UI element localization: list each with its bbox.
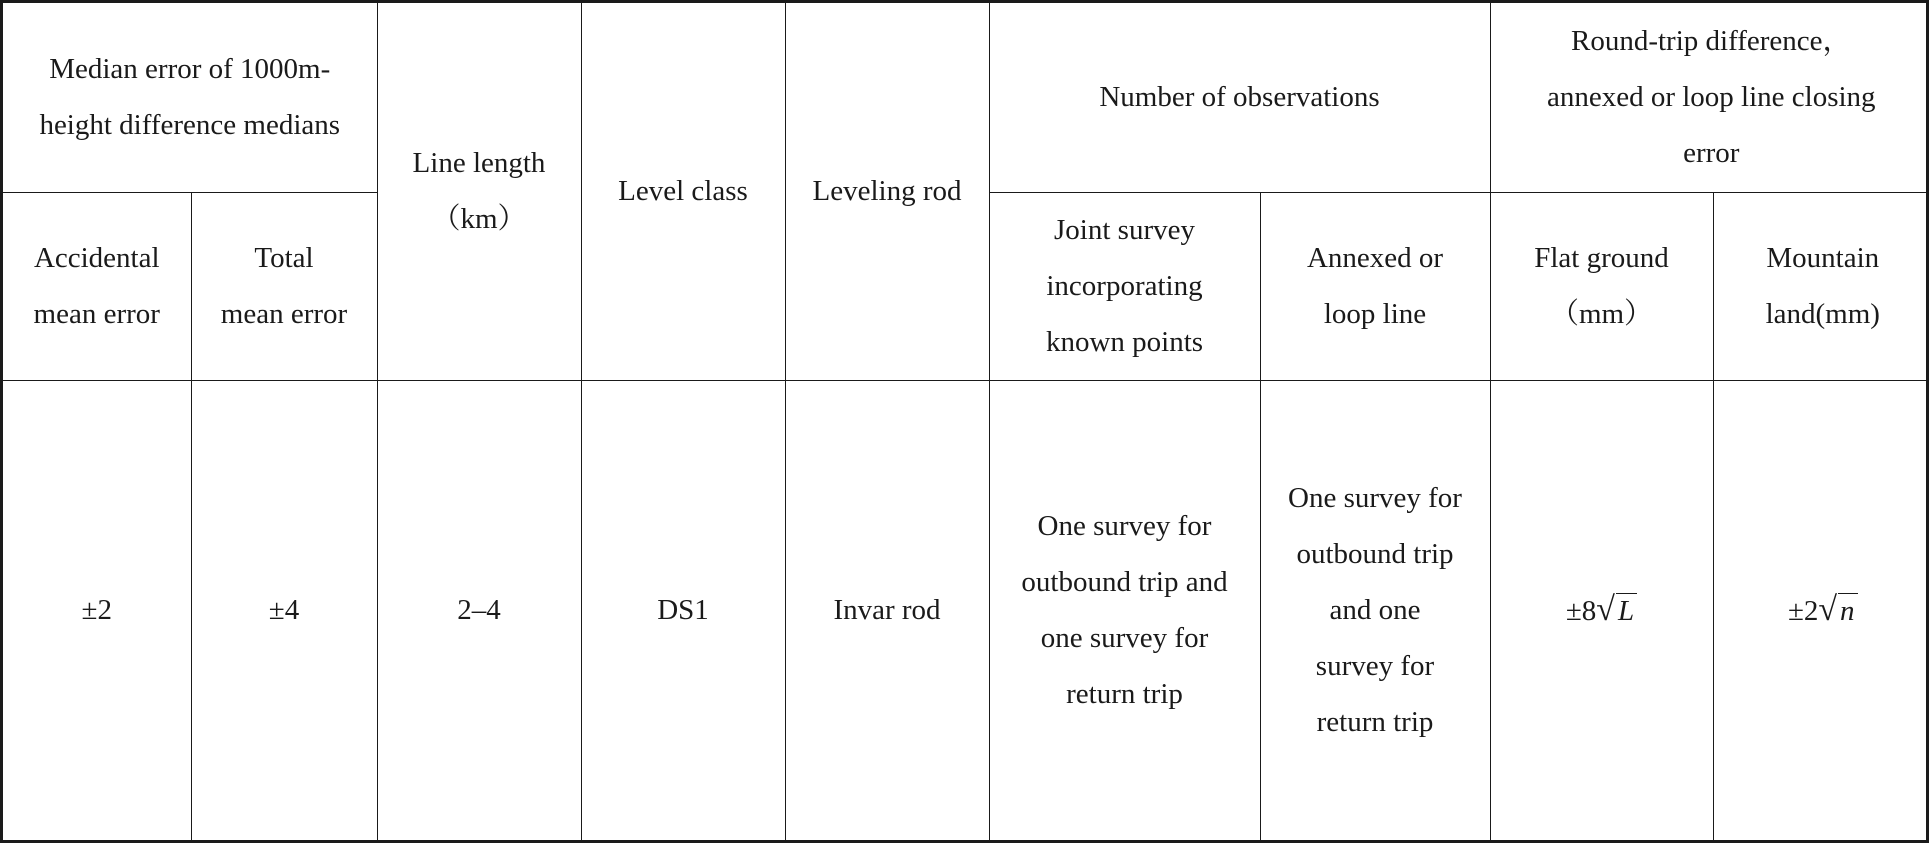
header-annexed-loop xyxy=(1260,192,1490,380)
mountain-land-formula xyxy=(1787,590,1858,628)
header-text-line: loop line xyxy=(1323,298,1427,330)
header-mountain-land xyxy=(1713,192,1929,380)
cell-flat-ground xyxy=(1490,380,1713,840)
header-text-line: land(mm) xyxy=(1765,298,1880,330)
sqrt-icon: √ xyxy=(1596,590,1615,628)
header-text-line: mean error xyxy=(33,298,160,330)
header-text-line: Accidental xyxy=(33,242,160,274)
header-text-line: （mm） xyxy=(1549,298,1654,330)
header-text-line: height difference medians xyxy=(39,109,341,142)
cell-text-line: survey for xyxy=(1315,650,1435,683)
header-text-line: Line length xyxy=(412,147,546,180)
formula-prefix: ±2 xyxy=(1787,594,1819,627)
header-joint-survey xyxy=(989,192,1260,380)
sqrt-icon: √ xyxy=(1818,590,1838,628)
header-text-line: Flat ground xyxy=(1534,242,1669,274)
header-text-line: annexed or loop line closing xyxy=(1546,81,1876,114)
header-accidental-mean-error xyxy=(3,192,191,380)
header-text-line: mean error xyxy=(220,298,348,330)
header-row-1 xyxy=(3,3,1929,192)
flat-ground-formula xyxy=(1565,590,1637,628)
header-text-line: Joint survey xyxy=(1054,214,1195,246)
header-median-error-group xyxy=(3,3,377,192)
cell-joint-survey xyxy=(989,380,1260,840)
header-line-length xyxy=(377,3,581,380)
cell-level-class: DS1 xyxy=(581,380,785,840)
cell-total-mean-error: ±4 xyxy=(191,380,377,840)
cell-leveling-rod: Invar rod xyxy=(785,380,989,840)
header-text-line: error xyxy=(1683,137,1740,170)
table-row xyxy=(3,380,1929,840)
header-leveling-rod xyxy=(785,3,989,380)
header-text-line: Number of observations xyxy=(1099,81,1380,114)
cell-text-line: and one xyxy=(1329,594,1421,627)
header-total-mean-error xyxy=(191,192,377,380)
cell-text-line: One survey for xyxy=(1037,510,1212,543)
cell-text-line: return trip xyxy=(1066,678,1183,711)
formula-prefix: ±8 xyxy=(1565,594,1597,627)
cell-text-line: One survey for xyxy=(1288,482,1462,515)
formula-radicand xyxy=(1616,593,1637,628)
header-text-line: Level class xyxy=(618,175,748,208)
leveling-specification-table xyxy=(3,3,1929,840)
header-text-line: incorporating xyxy=(1046,270,1203,302)
header-observations-group xyxy=(989,3,1490,192)
cell-annexed-loop xyxy=(1260,380,1490,840)
header-text-line: Round-trip difference， xyxy=(1570,25,1852,58)
header-flat-ground xyxy=(1490,192,1713,380)
header-level-class xyxy=(581,3,785,380)
cell-line-length: 2–4 xyxy=(377,380,581,840)
cell-text-line: outbound trip xyxy=(1296,538,1454,571)
radicand-variable: L xyxy=(1617,594,1635,627)
header-text-line: Median error of 1000m- xyxy=(49,53,331,86)
header-text-line: known points xyxy=(1045,326,1204,358)
header-text-line: Annexed or xyxy=(1306,242,1444,274)
cell-accidental-mean-error: ±2 xyxy=(3,380,191,840)
cell-mountain-land xyxy=(1713,380,1929,840)
header-round-trip-group xyxy=(1490,3,1929,192)
formula-radicand xyxy=(1838,593,1858,628)
header-text-line: Leveling rod xyxy=(812,175,962,208)
radicand-variable: n xyxy=(1840,594,1855,627)
header-text-line: Mountain xyxy=(1766,242,1880,274)
cell-text-line: one survey for xyxy=(1040,622,1209,655)
cell-text-line: return trip xyxy=(1316,706,1434,739)
cell-text-line: outbound trip and xyxy=(1021,566,1228,599)
header-text-line: Total xyxy=(254,242,314,274)
header-text-line: （km） xyxy=(431,203,527,236)
